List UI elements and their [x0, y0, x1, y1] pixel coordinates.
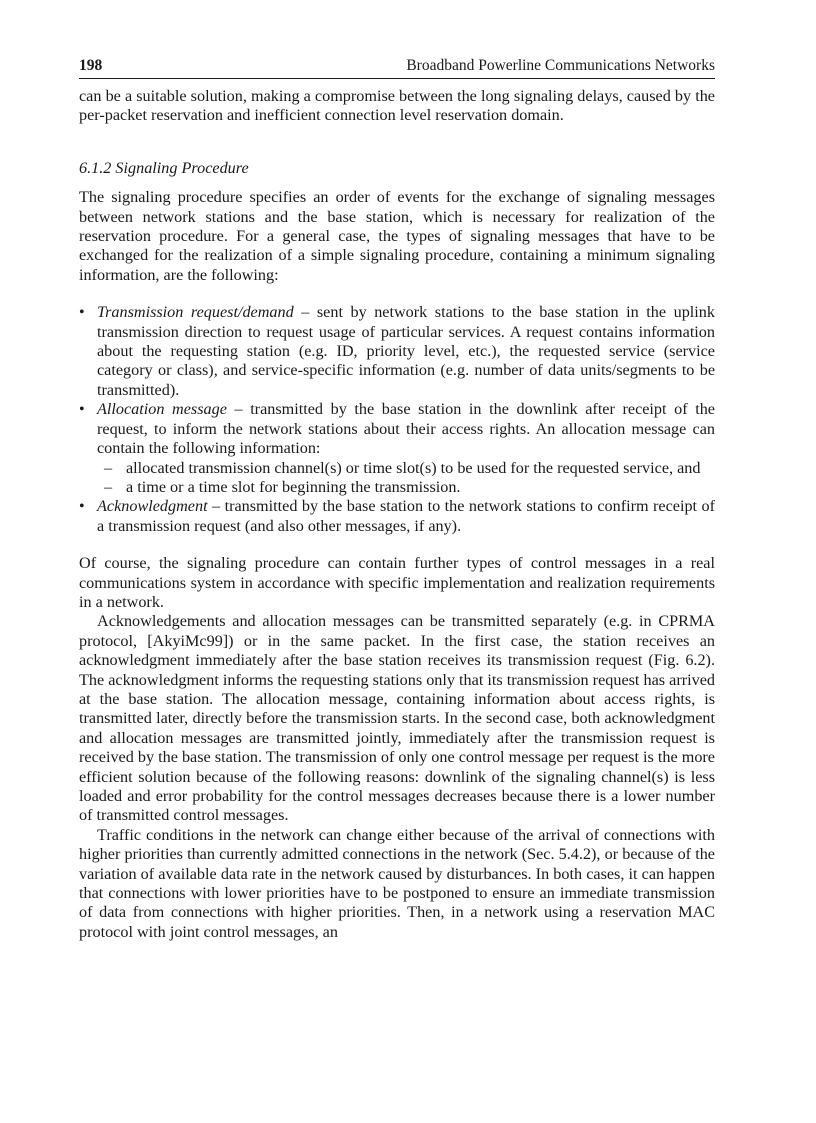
intro-paragraph: can be a suitable solution, making a compromise between the long signaling delays, caused by the per-packet reservation and inefficient connection level reservation domain.	[79, 87, 715, 125]
list-item-text: – transmitted by the base station in the downlink after receipt of the request, to inform the network stations about their access rights. An allocation message can contain the following information:	[97, 400, 715, 458]
allocation-info-sublist	[97, 459, 715, 498]
running-header	[79, 56, 715, 79]
body-paragraph: Of course, the signaling procedure can contain further types of control messages in a real communications system in accordance with specific implementation and realization requirements in a network.	[79, 554, 715, 611]
list-item-term: Allocation message	[97, 400, 227, 419]
sublist-item: – a time or a time slot for beginning the transmission.	[97, 478, 715, 497]
list-item-term: Transmission request/demand	[97, 303, 294, 322]
section-paragraph: The signaling procedure specifies an order of events for the exchange of signaling messages between network stations and the base station, which is necessary for realization of the reservation procedure. For a general case, the types of signaling messages that have to be exchanged for the realization of a simple signaling procedure, containing a minimum signaling information, are the following:	[79, 188, 715, 284]
running-title: Broadband Powerline Communications Networks	[406, 57, 715, 74]
book-page	[79, 56, 715, 942]
body-paragraph: Acknowledgements and allocation messages can be transmitted separately (e.g. in CPRMA protocol, [AkyiMc99]) or in the same packet. In the first case, the station receives an acknowledgment immediately after the base station receives its transmission request (Fig. 6.2). The acknowledgment informs the requesting stations only that its transmission request has arrived at the base station. The allocation message, containing information about access rights, is transmitted later, directly before the transmission starts. In the second case, both acknowledgment and allocation messages are transmitted jointly, immediately after the transmission request is received by the base station. The transmission of only one control message per request is the more efficient solution because of the following reasons: downlink of the signaling channel(s) is less loaded and error probability for the control messages decreases because there is a lower number of transmitted control messages.	[79, 612, 715, 825]
page-number: 198	[79, 57, 103, 74]
list-item-text: – sent by network stations to the base station in the uplink transmission direction to request usage of particular services. A request contains information about the requesting station (e.g. ID, priority level, etc.), the requested service (service category or class), and service-specific information (e.g. number of data units/segments to be transmitted).	[97, 303, 715, 399]
list-item-term: Acknowledgment	[97, 497, 208, 516]
message-type-list	[79, 303, 715, 536]
list-item-text: – transmitted by the base station to the network stations to confirm receipt of a transmission request (and also other messages, if any).	[97, 497, 715, 535]
sublist-item: – allocated transmission channel(s) or time slot(s) to be used for the requested service, and	[97, 459, 715, 478]
body-paragraph: Traffic conditions in the network can change either because of the arrival of connections with higher priorities than currently admitted connections in the network (Sec. 5.4.2), or because of the variation of available data rate in the network caused by disturbances. In both cases, it can happen that connections with lower priorities have to be postponed to ensure an immediate transmission of data from connections with higher priorities. Then, in a network using a reservation MAC protocol with joint control messages, an	[79, 825, 715, 941]
list-item	[79, 303, 715, 400]
list-item	[79, 497, 715, 536]
list-item	[79, 400, 715, 497]
section-heading: 6.1.2 Signaling Procedure	[79, 158, 249, 177]
body-text	[79, 87, 715, 942]
